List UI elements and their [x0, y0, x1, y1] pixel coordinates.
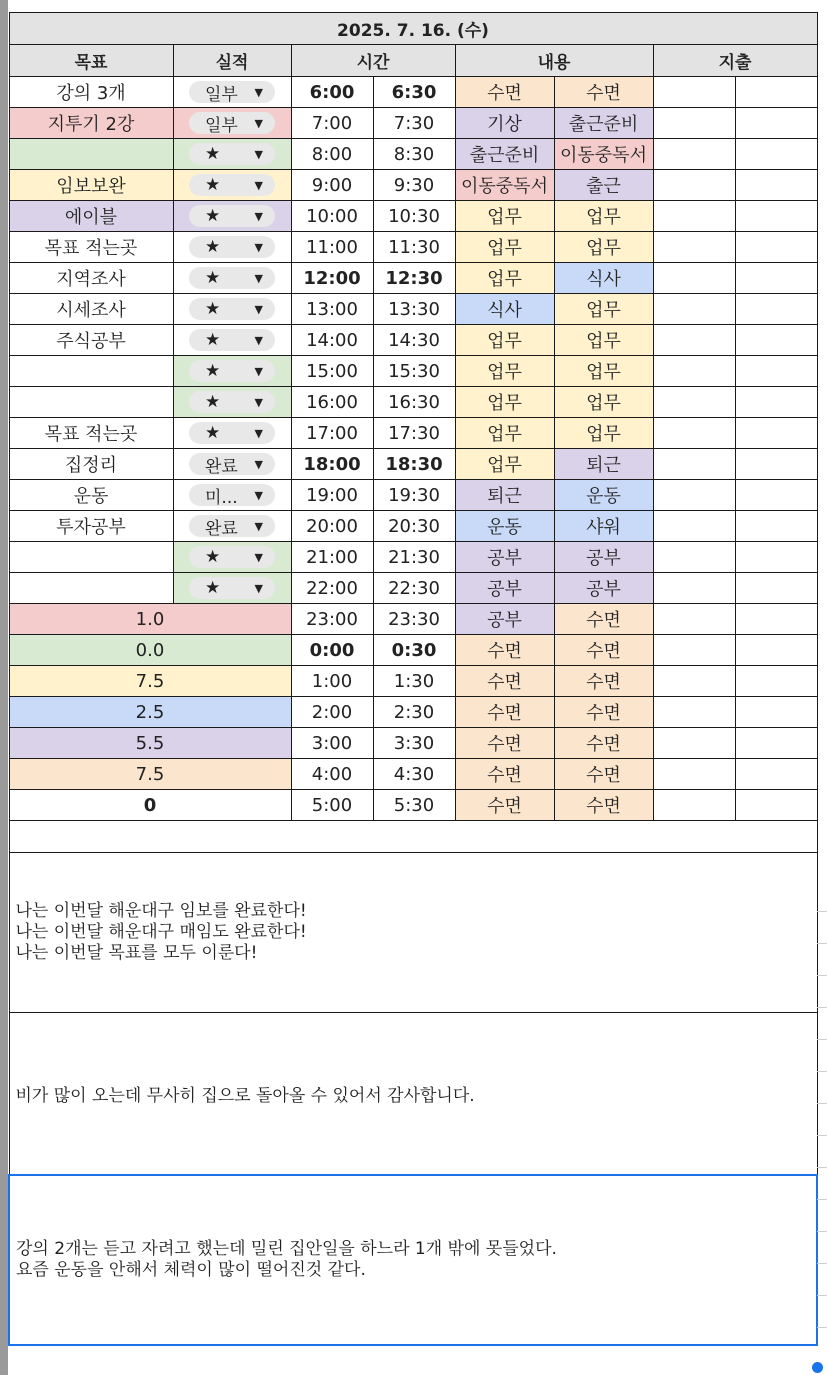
expense-cell[interactable] [653, 790, 735, 821]
planner-row [9, 108, 817, 139]
planner-row [9, 418, 817, 449]
planner-row [9, 201, 817, 232]
content-cell[interactable]: 공부 [455, 542, 554, 573]
result-cell[interactable] [173, 294, 291, 325]
time-end-cell[interactable]: 2:30 [373, 697, 455, 728]
result-cell[interactable] [173, 77, 291, 108]
time-end-cell[interactable]: 7:30 [373, 108, 455, 139]
summary-row [9, 666, 817, 697]
content-cell[interactable]: 업무 [455, 232, 554, 263]
dropdown-caret-icon: ▼ [254, 271, 263, 285]
goal-cell[interactable]: 강의 3개 [9, 77, 173, 108]
time-end-cell[interactable]: 5:30 [373, 790, 455, 821]
result-chip-label: 일부 [205, 115, 238, 136]
content-cell[interactable]: 수면 [455, 666, 554, 697]
planner-row [9, 449, 817, 480]
time-end-cell[interactable]: 1:30 [373, 666, 455, 697]
time-start-cell[interactable]: 23:00 [291, 604, 373, 635]
content-cell[interactable]: 출근준비 [455, 139, 554, 170]
result-dropdown-chip[interactable] [189, 577, 275, 599]
expense-cell[interactable] [653, 542, 735, 573]
summary-row [9, 790, 817, 821]
expense-cell[interactable] [735, 511, 817, 542]
content-cell[interactable]: 수면 [554, 790, 653, 821]
expense-cell[interactable] [735, 573, 817, 604]
content-cell[interactable]: 수면 [554, 697, 653, 728]
time-end-cell[interactable]: 21:30 [373, 542, 455, 573]
time-start-cell[interactable]: 12:00 [291, 263, 373, 294]
summary-hours-cell[interactable]: 7.5 [9, 759, 291, 790]
content-cell[interactable]: 이동중독서 [554, 139, 653, 170]
content-cell[interactable]: 기상 [455, 108, 554, 139]
summary-row [9, 728, 817, 759]
blank-row [9, 821, 817, 853]
planner-row [9, 387, 817, 418]
summary-row [9, 604, 817, 635]
time-end-cell[interactable]: 10:30 [373, 201, 455, 232]
time-start-cell[interactable]: 5:00 [291, 790, 373, 821]
dropdown-caret-icon: ▼ [254, 147, 263, 161]
expense-cell[interactable] [653, 635, 735, 666]
affirmation-note-row [9, 853, 817, 1013]
expense-cell[interactable] [735, 480, 817, 511]
content-cell[interactable]: 수면 [554, 728, 653, 759]
content-cell[interactable]: 업무 [554, 325, 653, 356]
result-dropdown-chip[interactable] [189, 267, 275, 289]
time-end-cell[interactable]: 12:30 [373, 263, 455, 294]
expense-cell[interactable] [653, 294, 735, 325]
time-end-cell[interactable]: 20:30 [373, 511, 455, 542]
time-end-cell[interactable]: 18:30 [373, 449, 455, 480]
content-cell[interactable]: 수면 [554, 604, 653, 635]
content-cell[interactable]: 운동 [455, 511, 554, 542]
content-cell[interactable]: 업무 [554, 418, 653, 449]
time-end-cell[interactable]: 17:30 [373, 418, 455, 449]
expense-cell[interactable] [735, 263, 817, 294]
result-dropdown-chip[interactable] [189, 391, 275, 413]
result-cell[interactable] [173, 325, 291, 356]
result-cell[interactable] [173, 263, 291, 294]
content-cell[interactable]: 수면 [455, 728, 554, 759]
result-cell[interactable] [173, 139, 291, 170]
time-start-cell[interactable]: 9:00 [291, 170, 373, 201]
result-dropdown-chip[interactable] [189, 205, 275, 227]
content-cell[interactable]: 공부 [455, 604, 554, 635]
result-dropdown-chip[interactable] [189, 515, 275, 537]
result-dropdown-chip[interactable] [189, 453, 275, 475]
goal-cell[interactable]: 주식공부 [9, 325, 173, 356]
expense-cell[interactable] [653, 480, 735, 511]
content-cell[interactable]: 퇴근 [554, 449, 653, 480]
goal-cell[interactable] [9, 139, 173, 170]
expense-cell[interactable] [735, 759, 817, 790]
result-chip-label: ★ [205, 299, 221, 319]
result-header[interactable]: 실적 [173, 45, 291, 77]
expense-cell[interactable] [735, 356, 817, 387]
result-cell[interactable] [173, 170, 291, 201]
result-chip-label: 일부 [205, 84, 238, 105]
content-cell[interactable]: 수면 [554, 666, 653, 697]
result-chip-label: ★ [205, 392, 221, 412]
summary-hours-cell[interactable]: 0 [9, 790, 291, 821]
result-dropdown-chip[interactable] [189, 546, 275, 568]
expense-cell[interactable] [735, 449, 817, 480]
result-cell[interactable] [173, 108, 291, 139]
result-cell[interactable] [173, 356, 291, 387]
time-end-cell[interactable]: 8:30 [373, 139, 455, 170]
grid-edge-ticks [817, 880, 827, 1360]
affirmation-note-line: 나는 이번달 해운대구 임보를 완료한다! [15, 901, 307, 921]
sheet-left-edge [0, 0, 8, 1375]
summary-row [9, 635, 817, 666]
planner-row [9, 325, 817, 356]
content-cell[interactable]: 업무 [455, 449, 554, 480]
dropdown-caret-icon: ▼ [254, 426, 263, 440]
time-start-cell[interactable]: 0:00 [291, 635, 373, 666]
result-cell[interactable] [173, 480, 291, 511]
result-dropdown-chip[interactable] [189, 143, 275, 165]
content-cell[interactable]: 수면 [554, 759, 653, 790]
result-dropdown-chip[interactable] [189, 360, 275, 382]
goal-cell[interactable]: 집정리 [9, 449, 173, 480]
goal-header[interactable]: 목표 [9, 45, 173, 77]
time-header[interactable]: 시간 [291, 45, 455, 77]
time-end-cell[interactable]: 15:30 [373, 356, 455, 387]
expense-cell[interactable] [735, 387, 817, 418]
content-cell[interactable]: 수면 [455, 697, 554, 728]
content-cell[interactable]: 업무 [554, 356, 653, 387]
result-chip-label: 완료 [205, 456, 238, 477]
time-end-cell[interactable]: 23:30 [373, 604, 455, 635]
expense-cell[interactable] [735, 635, 817, 666]
content-cell[interactable]: 업무 [554, 294, 653, 325]
goal-cell[interactable]: 임보보완 [9, 170, 173, 201]
summary-hours-cell[interactable]: 5.5 [9, 728, 291, 759]
result-dropdown-chip[interactable] [189, 422, 275, 444]
time-start-cell[interactable]: 22:00 [291, 573, 373, 604]
content-cell[interactable]: 수면 [455, 759, 554, 790]
content-cell[interactable]: 퇴근 [455, 480, 554, 511]
affirmation-note-line: 나는 이번달 목표를 모두 이룬다! [15, 943, 258, 963]
content-cell[interactable]: 업무 [455, 325, 554, 356]
result-cell[interactable] [173, 511, 291, 542]
time-start-cell[interactable]: 4:00 [291, 759, 373, 790]
expense-cell[interactable] [653, 418, 735, 449]
content-cell[interactable]: 수면 [554, 635, 653, 666]
expense-cell[interactable] [735, 294, 817, 325]
date-header[interactable]: 2025. 7. 16. (수) [9, 13, 817, 45]
result-dropdown-chip[interactable] [189, 236, 275, 258]
expense-cell[interactable] [735, 790, 817, 821]
goal-cell[interactable] [9, 542, 173, 573]
expense-cell[interactable] [735, 77, 817, 108]
planner-row [9, 356, 817, 387]
goal-cell[interactable]: 지역조사 [9, 263, 173, 294]
content-cell[interactable]: 공부 [455, 573, 554, 604]
result-chip-label: 미... [205, 487, 238, 508]
expense-cell[interactable] [653, 325, 735, 356]
reflection-note-cell[interactable] [9, 1175, 817, 1345]
time-start-cell[interactable]: 13:00 [291, 294, 373, 325]
dropdown-caret-icon: ▼ [254, 85, 263, 99]
content-cell[interactable]: 업무 [455, 201, 554, 232]
time-start-cell[interactable]: 3:00 [291, 728, 373, 759]
dropdown-caret-icon: ▼ [254, 550, 263, 564]
time-start-cell[interactable]: 20:00 [291, 511, 373, 542]
expense-header[interactable]: 지출 [653, 45, 817, 77]
planner-row [9, 139, 817, 170]
result-dropdown-chip[interactable] [189, 174, 275, 196]
expense-cell[interactable] [735, 170, 817, 201]
time-end-cell[interactable]: 13:30 [373, 294, 455, 325]
expense-cell[interactable] [735, 697, 817, 728]
planner-row [9, 294, 817, 325]
expense-cell[interactable] [653, 573, 735, 604]
result-cell[interactable] [173, 449, 291, 480]
time-end-cell[interactable]: 0:30 [373, 635, 455, 666]
result-cell[interactable] [173, 418, 291, 449]
expense-cell[interactable] [735, 139, 817, 170]
expense-cell[interactable] [653, 139, 735, 170]
result-chip-label: ★ [205, 144, 221, 164]
content-cell[interactable]: 샤워 [554, 511, 653, 542]
dropdown-caret-icon: ▼ [254, 488, 263, 502]
time-end-cell[interactable]: 22:30 [373, 573, 455, 604]
time-start-cell[interactable]: 8:00 [291, 139, 373, 170]
result-dropdown-chip[interactable] [189, 329, 275, 351]
gratitude-note-cell[interactable] [9, 1013, 817, 1175]
result-dropdown-chip[interactable] [189, 81, 275, 103]
planner-row [9, 232, 817, 263]
content-cell[interactable]: 수면 [455, 790, 554, 821]
summary-row [9, 697, 817, 728]
content-cell[interactable]: 업무 [554, 201, 653, 232]
affirmation-note-cell[interactable] [9, 853, 817, 1013]
planner-row [9, 511, 817, 542]
result-chip-label: 완료 [205, 518, 238, 539]
expense-cell[interactable] [653, 604, 735, 635]
reflection-note-line: 강의 2개는 듣고 자려고 했는데 밀린 집안일을 하느라 1개 밖에 못들었다. [16, 1238, 557, 1259]
goal-cell[interactable]: 시세조사 [9, 294, 173, 325]
dropdown-caret-icon: ▼ [254, 333, 263, 347]
expense-cell[interactable] [653, 666, 735, 697]
planner-row [9, 77, 817, 108]
dropdown-caret-icon: ▼ [254, 395, 263, 409]
content-cell[interactable]: 식사 [554, 263, 653, 294]
reflection-note-row [9, 1175, 817, 1345]
dropdown-caret-icon: ▼ [254, 364, 263, 378]
result-dropdown-chip[interactable] [189, 484, 275, 506]
expense-cell[interactable] [735, 604, 817, 635]
summary-hours-cell[interactable]: 2.5 [9, 697, 291, 728]
result-chip-label: ★ [205, 547, 221, 567]
goal-cell[interactable] [9, 387, 173, 418]
result-cell[interactable] [173, 542, 291, 573]
daily-planner-sheet [8, 12, 818, 1346]
time-start-cell[interactable]: 2:00 [291, 697, 373, 728]
summary-row [9, 759, 817, 790]
goal-cell[interactable]: 에이블 [9, 201, 173, 232]
expense-cell[interactable] [653, 263, 735, 294]
dropdown-caret-icon: ▼ [254, 116, 263, 130]
time-start-cell[interactable]: 16:00 [291, 387, 373, 418]
goal-cell[interactable] [9, 356, 173, 387]
content-cell[interactable]: 출근준비 [554, 108, 653, 139]
expense-cell[interactable] [653, 759, 735, 790]
dropdown-caret-icon: ▼ [254, 240, 263, 254]
goal-cell[interactable]: 목표 적는곳 [9, 232, 173, 263]
affirmation-note-line: 나는 이번달 해운대구 매임도 완료한다! [15, 922, 307, 942]
time-end-cell[interactable]: 14:30 [373, 325, 455, 356]
time-end-cell[interactable]: 4:30 [373, 759, 455, 790]
dropdown-caret-icon: ▼ [254, 581, 263, 595]
expense-cell[interactable] [653, 356, 735, 387]
goal-cell[interactable] [9, 573, 173, 604]
goal-cell[interactable]: 목표 적는곳 [9, 418, 173, 449]
dropdown-caret-icon: ▼ [254, 209, 263, 223]
time-start-cell[interactable]: 14:00 [291, 325, 373, 356]
content-cell[interactable]: 업무 [554, 387, 653, 418]
content-cell[interactable]: 수면 [554, 77, 653, 108]
content-cell[interactable]: 식사 [455, 294, 554, 325]
time-end-cell[interactable]: 9:30 [373, 170, 455, 201]
content-cell[interactable]: 운동 [554, 480, 653, 511]
result-dropdown-chip[interactable] [189, 298, 275, 320]
content-cell[interactable]: 수면 [455, 77, 554, 108]
time-start-cell[interactable]: 19:00 [291, 480, 373, 511]
content-cell[interactable]: 업무 [455, 387, 554, 418]
expense-cell[interactable] [735, 418, 817, 449]
expense-cell[interactable] [735, 666, 817, 697]
planner-row [9, 263, 817, 294]
expense-cell[interactable] [653, 387, 735, 418]
result-chip-label: ★ [205, 175, 221, 195]
expense-cell[interactable] [653, 170, 735, 201]
summary-hours-cell[interactable]: 0.0 [9, 635, 291, 666]
time-start-cell[interactable]: 15:00 [291, 356, 373, 387]
result-cell[interactable] [173, 573, 291, 604]
planner-row [9, 573, 817, 604]
content-cell[interactable]: 업무 [554, 232, 653, 263]
time-end-cell[interactable]: 16:30 [373, 387, 455, 418]
time-end-cell[interactable]: 3:30 [373, 728, 455, 759]
content-cell[interactable]: 업무 [455, 356, 554, 387]
content-cell[interactable]: 출근 [554, 170, 653, 201]
goal-cell[interactable]: 운동 [9, 480, 173, 511]
content-cell[interactable]: 이동중독서 [455, 170, 554, 201]
blank-cell[interactable] [9, 821, 817, 853]
time-start-cell[interactable]: 11:00 [291, 232, 373, 263]
reflection-note-line: 요즘 운동을 안해서 체력이 많이 떨어진것 같다. [16, 1259, 366, 1280]
expense-cell[interactable] [653, 201, 735, 232]
time-start-cell[interactable]: 10:00 [291, 201, 373, 232]
dropdown-caret-icon: ▼ [254, 178, 263, 192]
result-chip-label: ★ [205, 330, 221, 350]
content-cell[interactable]: 수면 [455, 635, 554, 666]
result-chip-label: ★ [205, 206, 221, 226]
result-chip-label: ★ [205, 423, 221, 443]
dropdown-caret-icon: ▼ [254, 302, 263, 316]
dropdown-caret-icon: ▼ [254, 519, 263, 533]
gratitude-note-line: 비가 많이 오는데 무사히 집으로 돌아올 수 있어서 감사합니다. [15, 1085, 475, 1106]
result-cell[interactable] [173, 232, 291, 263]
summary-hours-cell[interactable]: 1.0 [9, 604, 291, 635]
result-cell[interactable] [173, 201, 291, 232]
time-start-cell[interactable]: 17:00 [291, 418, 373, 449]
content-cell[interactable]: 업무 [455, 418, 554, 449]
selection-fill-handle[interactable] [812, 1362, 823, 1373]
content-cell[interactable]: 업무 [455, 263, 554, 294]
time-start-cell[interactable]: 18:00 [291, 449, 373, 480]
goal-cell[interactable]: 지투기 2강 [9, 108, 173, 139]
content-cell[interactable]: 공부 [554, 573, 653, 604]
time-start-cell[interactable]: 1:00 [291, 666, 373, 697]
result-chip-label: ★ [205, 578, 221, 598]
result-chip-label: ★ [205, 268, 221, 288]
expense-cell[interactable] [653, 511, 735, 542]
expense-cell[interactable] [735, 201, 817, 232]
expense-cell[interactable] [653, 77, 735, 108]
result-cell[interactable] [173, 387, 291, 418]
time-end-cell[interactable]: 11:30 [373, 232, 455, 263]
expense-cell[interactable] [735, 232, 817, 263]
content-cell[interactable]: 공부 [554, 542, 653, 573]
expense-cell[interactable] [735, 542, 817, 573]
dropdown-caret-icon: ▼ [254, 457, 263, 471]
expense-cell[interactable] [653, 697, 735, 728]
expense-cell[interactable] [653, 728, 735, 759]
planner-row [9, 170, 817, 201]
content-header[interactable]: 내용 [455, 45, 653, 77]
expense-cell[interactable] [735, 325, 817, 356]
time-start-cell[interactable]: 21:00 [291, 542, 373, 573]
time-end-cell[interactable]: 6:30 [373, 77, 455, 108]
expense-cell[interactable] [653, 449, 735, 480]
planner-row [9, 542, 817, 573]
expense-cell[interactable] [735, 728, 817, 759]
planner-row [9, 480, 817, 511]
summary-hours-cell[interactable]: 7.5 [9, 666, 291, 697]
goal-cell[interactable]: 투자공부 [9, 511, 173, 542]
result-chip-label: ★ [205, 237, 221, 257]
result-dropdown-chip[interactable] [189, 112, 275, 134]
result-chip-label: ★ [205, 361, 221, 381]
expense-cell[interactable] [735, 108, 817, 139]
time-end-cell[interactable]: 19:30 [373, 480, 455, 511]
time-start-cell[interactable]: 6:00 [291, 77, 373, 108]
expense-cell[interactable] [653, 232, 735, 263]
gratitude-note-row [9, 1013, 817, 1175]
expense-cell[interactable] [653, 108, 735, 139]
time-start-cell[interactable]: 7:00 [291, 108, 373, 139]
